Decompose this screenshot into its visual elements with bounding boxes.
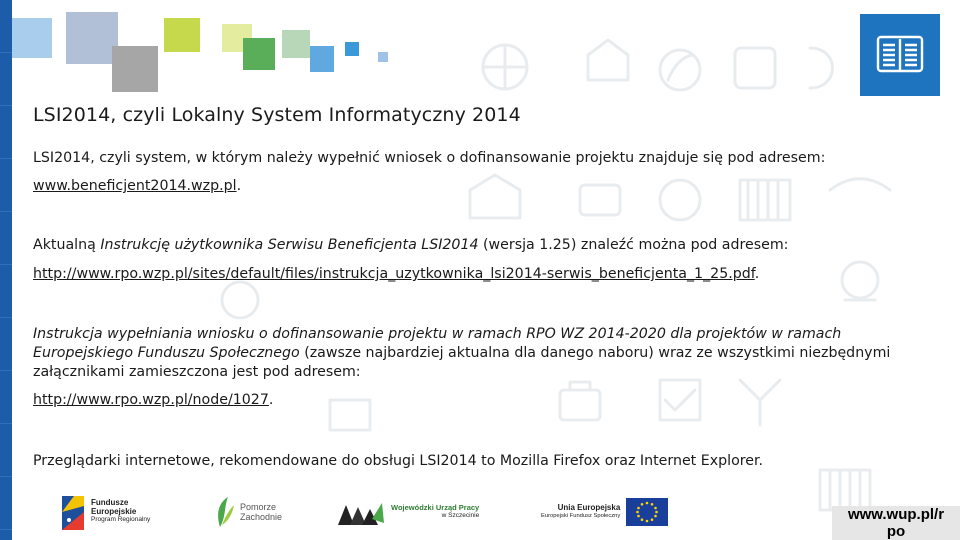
logo-text: Pomorze (240, 502, 277, 512)
decor-square (378, 52, 388, 62)
paragraph-lsi-link (33, 177, 933, 196)
logo-text: Fundusze (91, 498, 129, 508)
logo-unia-europejska (541, 488, 668, 536)
logo-fundusze-europejskie (62, 488, 150, 536)
page-title: LSI2014, czyli Lokalny System Informatyczny 2014 (33, 104, 521, 126)
guide-link[interactable]: http://www.rpo.wzp.pl/node/1027 (33, 392, 269, 408)
beneficjent-link[interactable]: www.beneficjent2014.wzp.pl (33, 178, 237, 194)
decor-square (282, 30, 310, 58)
punct: . (754, 266, 760, 282)
text: Przeglądarki internetowe, rekomendowane do obsługi LSI2014 to Mozilla Firefox oraz Internet Explorer. (33, 453, 764, 469)
decor-square (243, 38, 275, 70)
paragraph-lsi-address (33, 149, 933, 168)
fe-logo-icon (62, 492, 86, 532)
pomorze-logo-icon (214, 495, 236, 529)
paragraph-instruction-link (33, 265, 933, 284)
text: (wersja 1.25) znaleźć można pod adresem: (478, 237, 789, 253)
punct: . (268, 392, 274, 408)
footer-logos (0, 488, 960, 540)
paragraph-guide-link (33, 391, 933, 410)
logo-text: Wojewódzki Urząd Pracy (391, 502, 480, 512)
paragraph-text: LSI2014, czyli system, w którym należy wypełnić wniosek o dofinansowanie projektu znajduje się pod adresem: (33, 150, 826, 166)
logo-text: Europejskie (91, 506, 137, 516)
decor-square (12, 18, 52, 58)
decor-square (345, 42, 359, 56)
instruction-pdf-link[interactable]: http://www.rpo.wzp.pl/sites/default/files/instrukcja_uzytkownika_lsi2014-serwis_beneficjenta_1_25.pdf (33, 266, 755, 282)
instruction-title: Instrukcję użytkownika Serwisu Beneficjenta LSI2014 (100, 237, 479, 253)
decor-square (164, 18, 200, 52)
paragraph-browsers (33, 452, 933, 471)
guide-title: Instrukcja wypełniania wniosku o dofinansowanie projektu w ramach RPO WZ 2014-2020 dla projektów w ramach Europejskiego Funduszu Społecznego (33, 326, 842, 361)
eu-flag-icon (626, 498, 668, 526)
paragraph-application-guide (33, 325, 933, 382)
logo-pomorze-zachodnie (214, 488, 282, 536)
book-tile (860, 14, 940, 96)
logo-text: Zachodnie (240, 512, 283, 522)
wup-logo-icon (336, 497, 386, 527)
decor-square (112, 46, 158, 92)
text: (zawsze najbardziej aktualna dla danego naboru) wraz ze wszystkimi niezbędnymi załącznikami zamieszczona jest pod adresem: (33, 345, 891, 380)
text: Aktualną (33, 237, 101, 253)
book-icon (874, 33, 926, 77)
paragraph-instruction (33, 236, 933, 255)
wup-url[interactable]: www.wup.pl/r po (832, 506, 960, 540)
logo-text: Europejski Fundusz Społeczny (541, 513, 621, 519)
logo-text: w Szczecinie (441, 512, 480, 519)
decor-square (310, 46, 334, 72)
punct: . (236, 178, 242, 194)
logo-wup (336, 488, 479, 536)
decor-square (66, 12, 118, 64)
left-stripe (0, 0, 12, 540)
logo-text: Unia Europejska (557, 502, 621, 512)
logo-text: Program Regionalny (91, 516, 151, 524)
